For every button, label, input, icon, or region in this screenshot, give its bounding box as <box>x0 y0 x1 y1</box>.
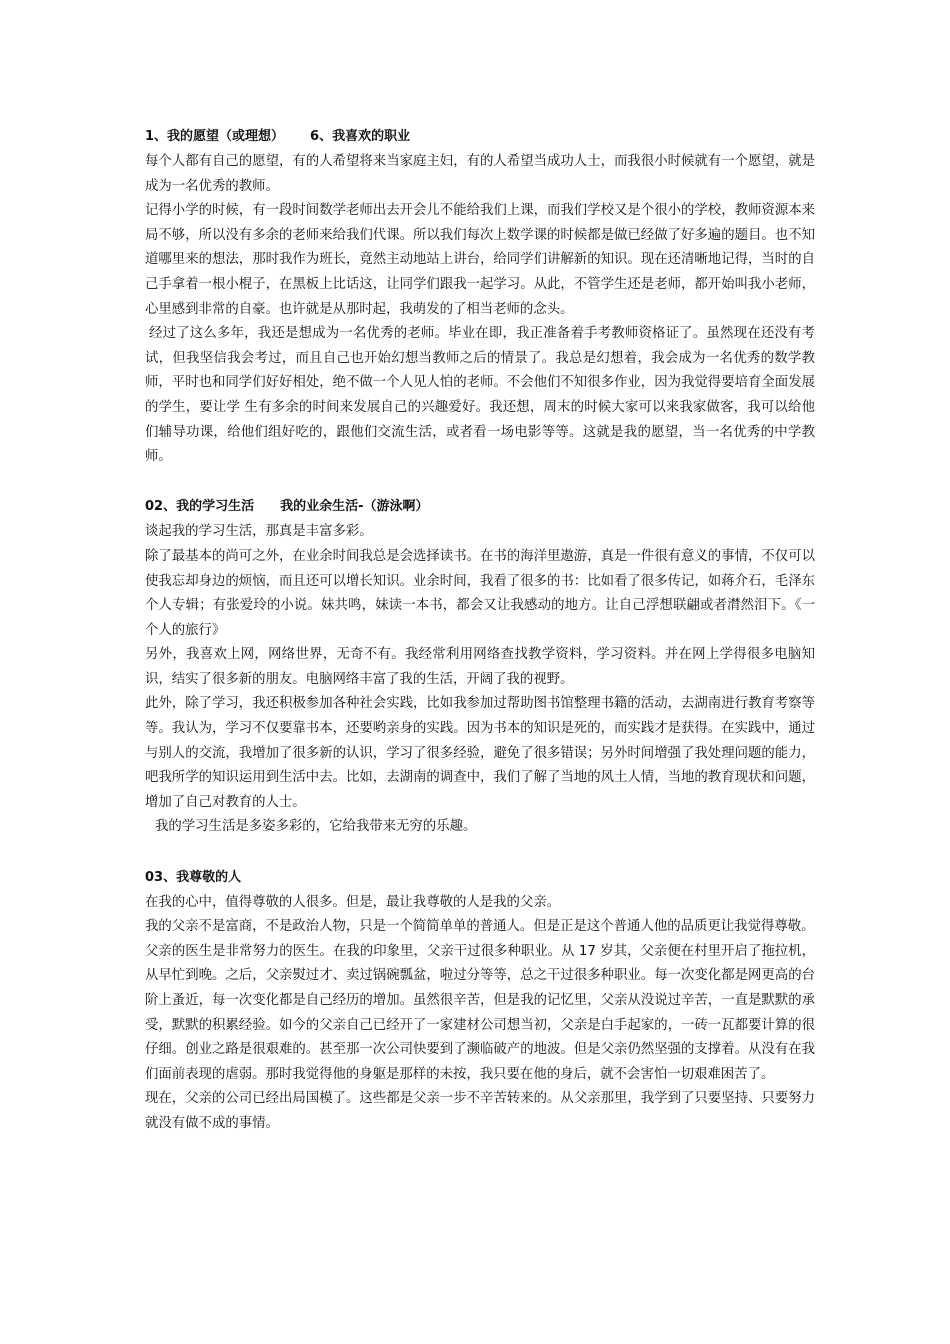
section-study-life <box>145 494 815 840</box>
paragraph: 我的父亲不是富商，不是政治人物，只是一个简简单单的普通人。但是正是这个普通人他的品质更让我觉得尊敬。 <box>145 919 815 935</box>
paragraph: 在我的心中，值得尊敬的人很多。但是，最让我尊敬的人是我的父亲。 <box>145 894 561 910</box>
heading-alt: 我的业余生活-（游泳啊） <box>280 499 429 515</box>
paragraph: 现在，父亲的公司已经出局国模了。这些都是父亲一步不辛苦转来的。从父亲那里，我学到了只要坚持、只要努力就没有做不成的事情。 <box>145 1091 815 1131</box>
paragraph: 经过了这么多年，我还是想成为一名优秀的老师。毕业在即，我正准备着手考教师资格证了。虽然现在还没有考试，但我坚信我会考过，而且自己也开始幻想当教师之后的情景了。我总是幻想着，我会成为一名优秀的数学教师，平时也和同学们好好相处，绝不做一个人见人怕的老师。不会他们不知很多作业，因为我觉得要培育全面发展的学生，要让学 生有多余的时间来发展自己的兴趣爱好。我还想，周末的时候大家可以来我家做客，我可以给他们辅导功课，给他们组好吃的，跟他们交流生活，或者看一场电影等等。这就是我的愿望，当一名优秀的中学教师。 <box>145 326 815 465</box>
paragraph: 我的学习生活是多姿多彩的，它给我带来无穷的乐趣。 <box>155 819 477 835</box>
section-heading <box>145 865 815 891</box>
document-body <box>145 124 815 1137</box>
section-heading <box>145 124 815 150</box>
section-respected-person <box>145 865 815 1137</box>
paragraph: 父亲的医生是非常努力的医生。在我的印象里，父亲干过很多种职业。从 17 岁其，父亲便在村里开启了拖拉机，从早忙到晚。之后，父亲熨过才、卖过锅碗瓢盆，啦过分等等，总之干过很多种职业。每一次变化都是网更高的台阶上蚤近，每一次变化都是自己经历的增加。虽然很辛苦，但是我的记忆里，父亲从没说过辛苦，一直是默默的承受，默默的积累经验。如今的父亲自己已经开了一家建材公司想当初，父亲是白手起家的，一砖一瓦都要计算的很仔细。创业之路是很艰难的。甚至那一次公司快要到了濒临破产的地波。但是父亲仍然坚强的支撑着。从没有在我们面前表现的虐弱。那时我觉得他的身躯是那样的未按，我只要在他的身后，就不会害怕一切艰难困苦了。 <box>145 943 815 1082</box>
heading-alt: 6、我喜欢的职业 <box>310 129 411 144</box>
heading-main: 1、我的愿望（或理想） <box>145 129 285 144</box>
paragraph: 此外，除了学习，我还积极参加各种社会实践，比如我参加过帮助图书馆整理书籍的活动，去湖南进行教育考察等等。我认为，学习不仅要靠书本，还要哟亲身的实践。因为书本的知识是死的，而实践才是获得。在实践中，通过与别人的交流，我增加了很多新的认识，学习了很多经验，避免了很多错误；另外时间增强了我处理问题的能力，吧我所学的知识运用到生活中去。比如，去湖南的调查中，我们了解了当地的风土人情，当地的教育现状和问题，增加了自己对教育的人士。 <box>145 696 815 810</box>
section-heading <box>145 494 815 520</box>
heading-main: 03、我尊敬的人 <box>145 869 242 885</box>
paragraph: 记得小学的时候，有一段时间数学老师出去开会儿不能给我们上课，而我们学校又是个很小的学校，教师资源本来局不够，所以没有多余的老师来给我们代课。所以我们每次上数学课的时候都是做已经做了好多遍的题目。也不知道哪里来的想法，那时我作为班长，竟然主动地站上讲台，给同学们讲解新的知识。现在还清晰地记得，当时的自己手拿着一根小棍子，在黑板上比话这，让同学们跟我一起学习。从此，不管学生还是老师，都开始叫我小老师，心里感到非常的自豪。也许就是从那时起，我萌发的了相当老师的念头。 <box>145 203 815 317</box>
paragraph: 另外，我喜欢上网，网络世界，无奇不有。我经常利用网络查找教学资料，学习资料。并在网上学得很多电脑知识，结实了很多新的朋友。电脑网络丰富了我的生活，开阔了我的视野。 <box>145 647 815 687</box>
paragraph: 谈起我的学习生活，那真是丰富多彩。 <box>145 524 373 540</box>
paragraph: 除了最基本的尚可之外，在业余时间我总是会选择读书。在书的海洋里遨游，真是一件很有意义的事情，不仅可以使我忘却身边的烦恼，而且还可以增长知识。业余时间，我看了很多的书：比如看了很多传记，如蒋介石，毛泽东个人专辑；有张爱玲的小说。妹共鸣，妹读一本书，都会又让我感动的地方。让自己浮想联翩或者潸然泪下。《一个人的旅行》 <box>145 548 815 638</box>
heading-main: 02、我的学习生活 <box>145 499 255 515</box>
section-wish <box>145 124 815 470</box>
paragraph: 每个人都有自己的愿望，有的人希望将来当家庭主妇，有的人希望当成功人士，而我很小时候就有一个愿望，就是成为一名优秀的教师。 <box>145 154 815 194</box>
